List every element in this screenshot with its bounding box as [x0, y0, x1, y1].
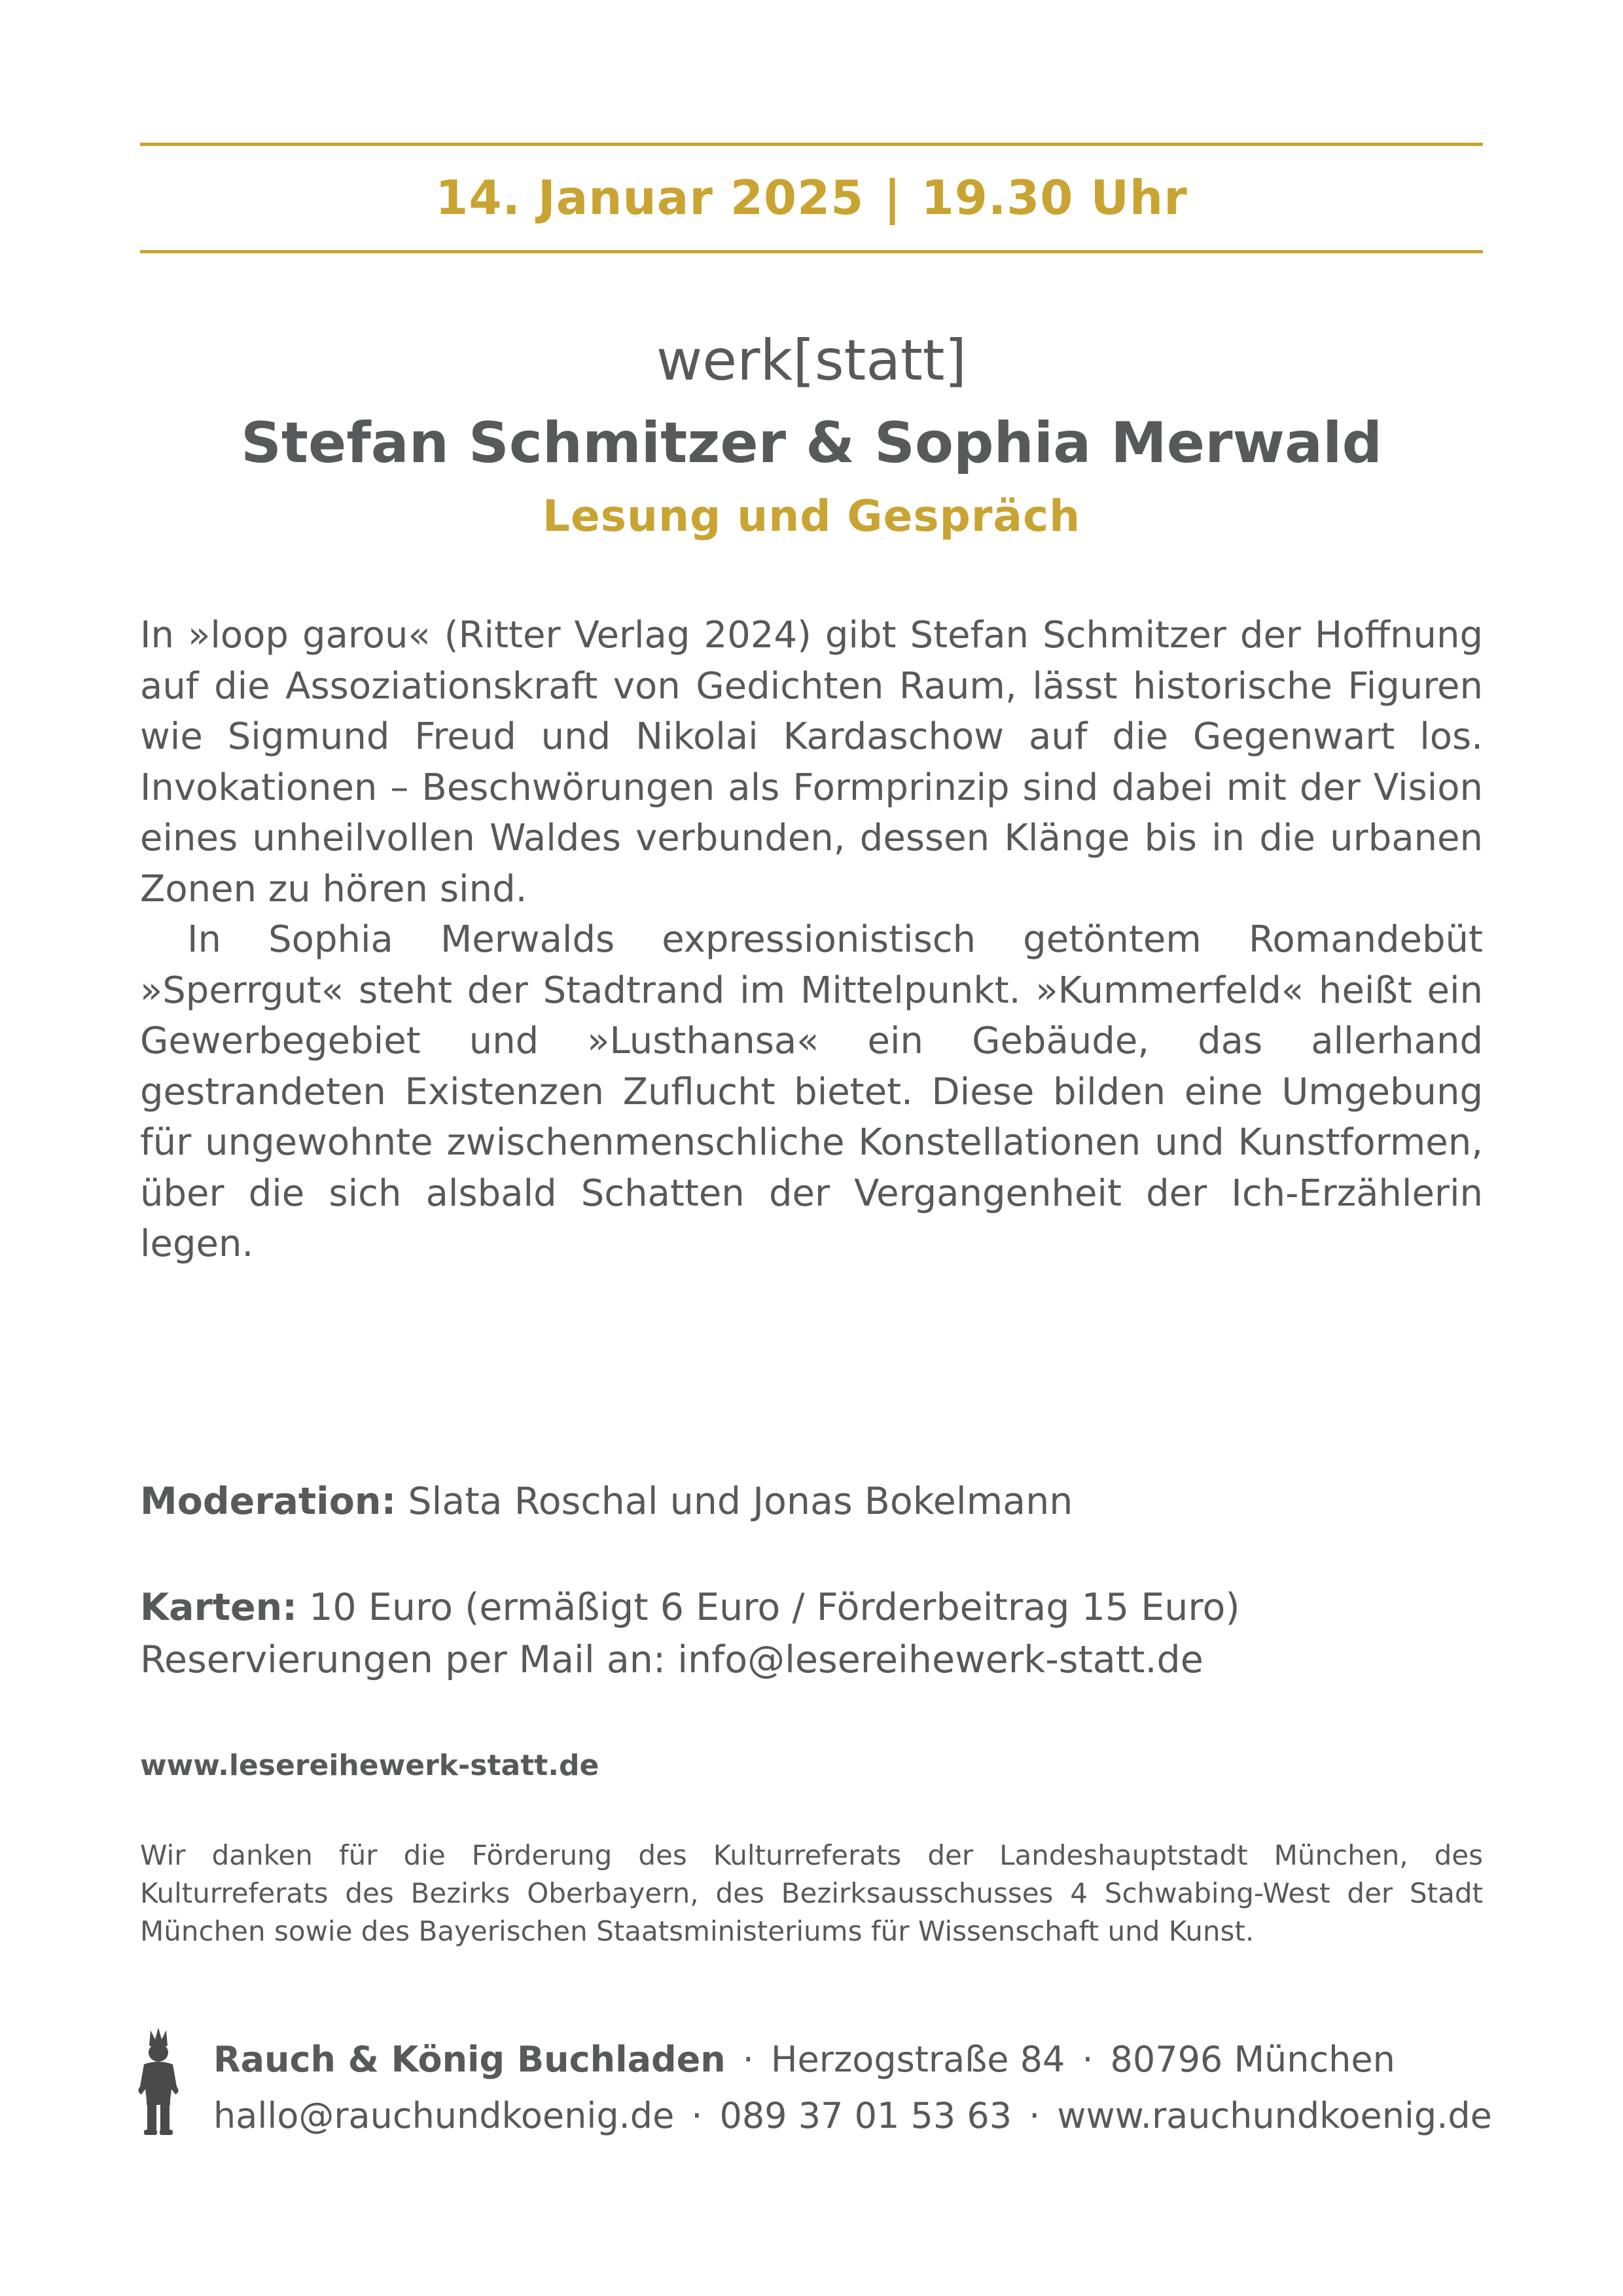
- description-paragraph: In Sophia Merwalds expressionistisch getöntem Romandebüt »Sperrgut« steht der Stadtrand im Mittelpunkt. »Kummerfeld« heißt ein Gewerbegebiet und »Lusthansa« ein Gebäude, das allerhand gestrandeten Existenzen Zuflucht bietet. Diese bilden eine Umgebung für ungewohnte zwischenmenschliche Konstellationen und Kunstformen, über die sich alsbald Schatten der Vergangenheit der Ich-Erzählerin legen.: [140, 918, 1483, 1265]
- event-subtitle: Lesung und Gespräch: [542, 491, 1081, 541]
- description-paragraph: In »loop garou« (Ritter Verlag 2024) gibt Stefan Schmitzer der Hoffnung auf die Assoziationskraft von Gedichten Raum, lässt historische Figuren wie Sigmund Freud und Nikolai Kardaschow auf die Gegenwart los. Invokationen – Beschwörungen als Formprinzip sind dabei mit der Vision eines unheilvollen Waldes verbunden, dessen Klänge bis in die urbanen Zonen zu hören sind.: [140, 614, 1483, 910]
- event-date: 14. Januar 2025: [435, 170, 865, 225]
- footer-separator: ·: [1029, 2095, 1041, 2136]
- store-name: Rauch & König Buchladen: [213, 2039, 726, 2080]
- tickets-line: [140, 1581, 1483, 1634]
- footer-separator: ·: [1082, 2039, 1094, 2080]
- store-website-link[interactable]: www.rauchundkoenig.de: [1057, 2095, 1492, 2136]
- store-street: Herzogstraße 84: [770, 2039, 1065, 2080]
- tickets-label: Karten:: [140, 1586, 298, 1629]
- tickets-block: [140, 1581, 1483, 1686]
- date-time-separator: |: [883, 170, 902, 225]
- series-website-link[interactable]: www.lesereihewerk-statt.de: [140, 1749, 599, 1782]
- store-phone: 089 37 01 53 63: [719, 2095, 1012, 2136]
- moderation-value: Slata Roschal und Jonas Bokelmann: [408, 1480, 1073, 1523]
- footer-separator: ·: [691, 2095, 703, 2136]
- event-date-time: [140, 165, 1483, 230]
- store-email-link[interactable]: hallo@rauchundkoenig.de: [213, 2095, 675, 2136]
- header-divider: [140, 250, 1483, 253]
- reservation-line: Reservierungen per Mail an: info@lesereihewerk-statt.de: [140, 1638, 1204, 1681]
- funding-acknowledgement: Wir danken für die Förderung des Kulturreferats der Landeshauptstadt München, des Kulturreferats des Bezirks Oberbayern, des Bezirksausschusses 4 Schwabing-West der Stadt München sowie des Bayerischen Staatsministeriums für Wissenschaft und Kunst.: [140, 1839, 1483, 1947]
- event-description: [140, 610, 1483, 1270]
- series-title: werk[statt]: [656, 328, 967, 393]
- top-divider: [140, 143, 1483, 146]
- authors-title: Stefan Schmitzer & Sophia Merwald: [240, 410, 1383, 476]
- king-figure-icon: [135, 2026, 182, 2138]
- moderation-line: [140, 1475, 1483, 1528]
- store-city: 80796 München: [1110, 2039, 1395, 2080]
- event-time: 19.30 Uhr: [921, 170, 1188, 225]
- footer-address-line: [213, 2036, 1483, 2084]
- moderation-label: Moderation:: [140, 1480, 397, 1523]
- footer-contact-line: [213, 2092, 1492, 2140]
- footer-separator: ·: [742, 2039, 754, 2080]
- tickets-value: 10 Euro (ermäßigt 6 Euro / Förderbeitrag 15 Euro): [309, 1586, 1240, 1629]
